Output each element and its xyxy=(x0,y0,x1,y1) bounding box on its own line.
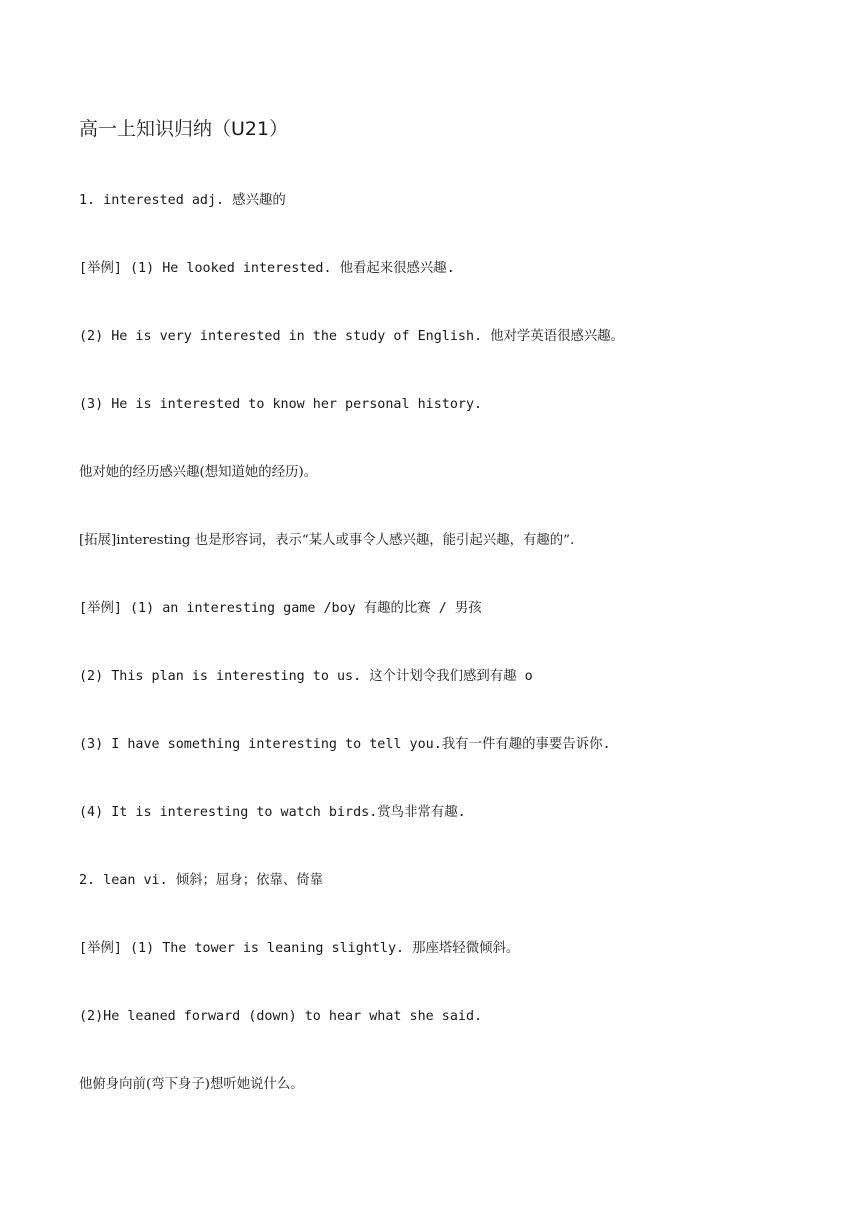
page-title: 高一上知识归纳（U21） xyxy=(79,118,289,140)
entry-heading-interested: 1. interested adj. 感兴趣的 xyxy=(79,193,286,208)
translation-line: 他对她的经历感兴趣(想知道她的经历)。 xyxy=(79,465,318,480)
translation-line: 他俯身向前(弯下身子)想听她说什么。 xyxy=(79,1077,304,1092)
entry-heading-lean: 2. lean vi. 倾斜；屈身；依靠、倚靠 xyxy=(79,873,324,888)
example-line: (3) He is interested to know her personal history. xyxy=(79,397,483,412)
example-line: (2) This plan is interesting to us. 这个计划令我们感到有趣 o xyxy=(79,669,533,684)
example-line: [举例] (1) The tower is leaning slightly. 那座塔轻微倾斜。 xyxy=(79,941,520,956)
example-line: (3) I have something interesting to tell you.我有一件有趣的事要告诉你. xyxy=(79,737,611,752)
example-line: [举例] (1) an interesting game /boy 有趣的比赛 / 男孩 xyxy=(79,601,482,616)
example-line: (2)He leaned forward (down) to hear what she said. xyxy=(79,1009,483,1024)
example-line: (4) It is interesting to watch birds.赏鸟非常有趣. xyxy=(79,805,466,820)
example-line: (2) He is very interested in the study of English. 他对学英语很感兴趣。 xyxy=(79,329,625,344)
example-line: [举例] (1) He looked interested. 他看起来很感兴趣. xyxy=(79,261,455,276)
extension-note: [拓展]interesting 也是形容词，表示“某人或事令人感兴趣，能引起兴趣，有趣的”. xyxy=(79,533,575,548)
